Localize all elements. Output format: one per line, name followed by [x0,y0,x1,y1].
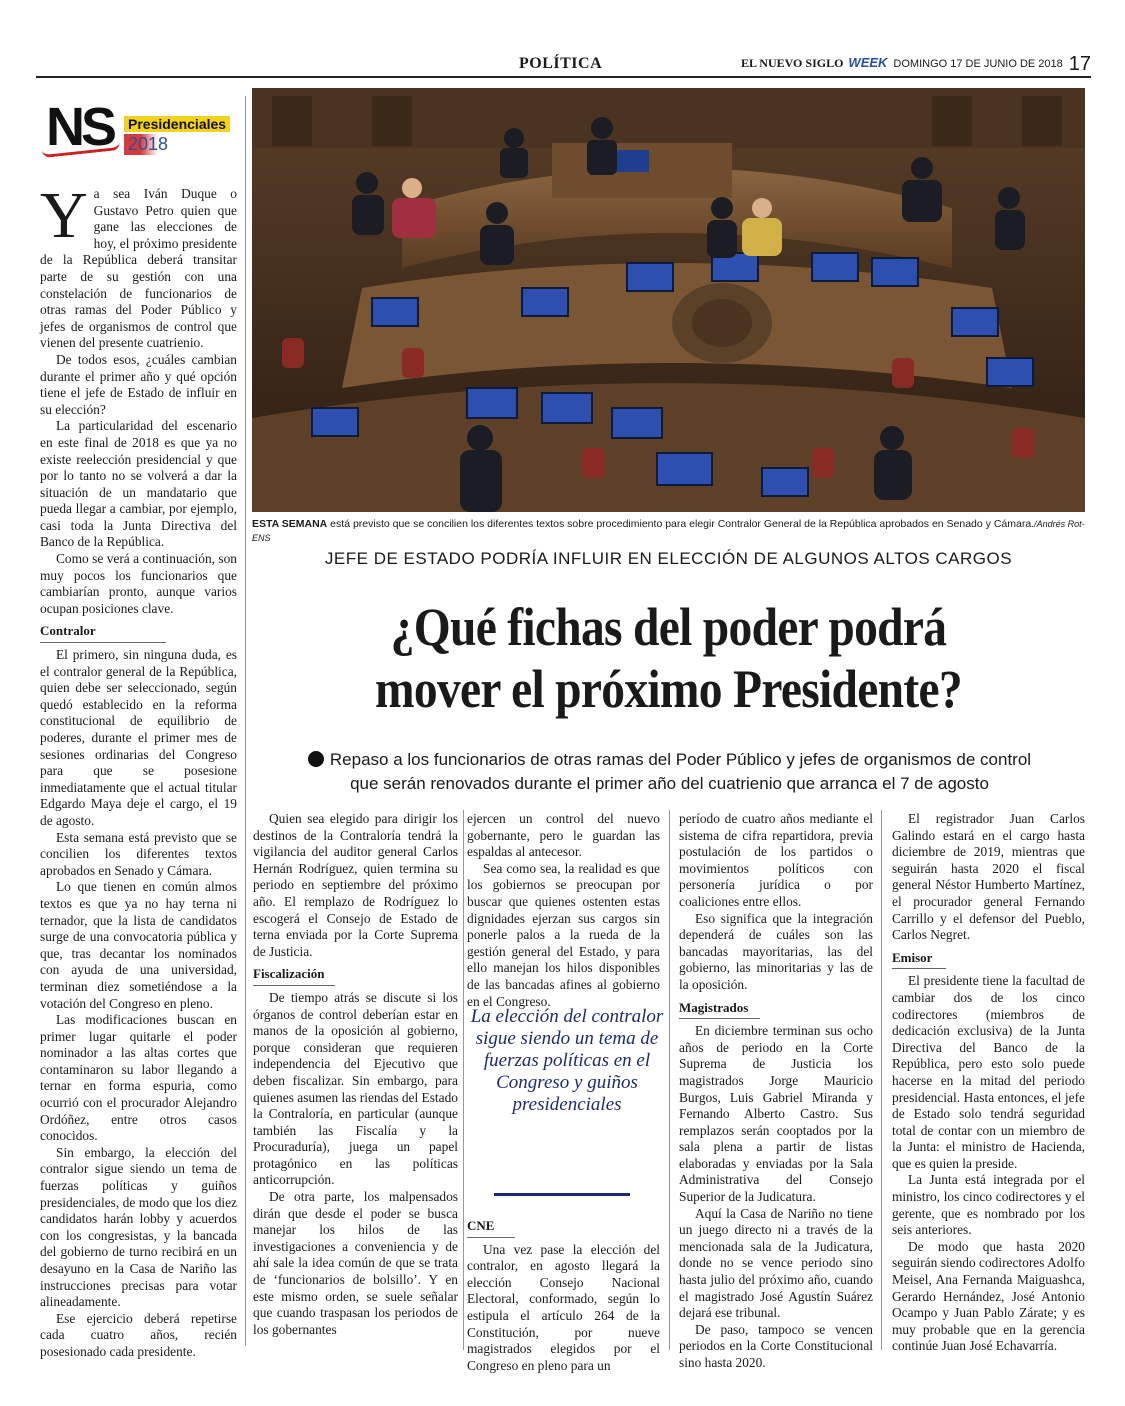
kicker: JEFE DE ESTADO PODRÍA INFLUIR EN ELECCIÓN DE ALGUNOS ALTOS CARGOS [324,549,1013,568]
photo-caption [252,517,1085,545]
deck-line-1: Repaso a los funcionarios de otras ramas del Poder Público y jefes de organismos de control [262,748,1077,772]
paragraph: De todos esos, ¿cuáles cambian durante el primer año y qué opción tiene el jefe de Estado de influir en su elección? [40,351,237,417]
publication-info [741,50,1091,73]
headline [302,596,1035,720]
column-rule [669,810,670,1350]
article-column-1 [40,179,237,1361]
photo-credit: /Andrés Rot-ENS [252,519,1085,543]
article-column-4 [679,811,873,1372]
paragraph: La Junta está integrada por el ministro, los cinco codirectores y el gerente, que es nombrado por los seis anteriores. [892,1172,1085,1238]
paragraph: Sea como sea, la realidad es que los gobiernos se preocupan por buscar que quienes ostenten estas dignidades ejerzan sus cargos sin ponerle palos a la rueda de la gestión general del Estado, y para ello manejan los hilos disponibles de las bancadas afines al gobierno en el Congreso. [467,860,660,1009]
subhead-fiscalizacion: Fiscalización [253,966,335,986]
paragraph: De paso, tampoco se vencen periodos en la Corte Constitucional sino hasta 2020. [679,1321,873,1370]
ns-presidenciales-logo [40,96,240,168]
column-rule [881,810,882,1350]
article-column-3-cne [467,1212,660,1374]
paragraph: El presidente tiene la facultad de cambiar dos de los cinco codirectores (miembros de dedicación exclusiva) de la Junta Directiva del Banco de la República, pero esto solo puede hacerse en la mitad del periodo presidencial. Hasta entonces, el jefe de Estado solo tendrá seguridad total de contar con un miembro de la Junta: el ministro de Hacienda, que es quien la preside. [892,973,1085,1171]
column-rule [463,810,464,1350]
paragraph: Sin embargo, la elección del contralor sigue siendo un tema de fuerzas políticas y guiños presidenciales, de modo que los diez candidatos harán lobby y acuerdos con los congresistas, y la bancada del gobierno de turno recibirá en un desayuno en la Casa de Nariño las instrucciones precisas para votar alineadamente. [40,1144,237,1310]
paragraph: ejercen un control del nuevo gobernante, pero le guardan las espaldas al antecesor. [467,811,660,860]
page-number: 17 [1068,53,1091,75]
article-column-2 [253,811,458,1338]
bullet-icon [308,751,324,767]
plenary-chamber-illustration [252,88,1085,512]
section-title: POLÍTICA [519,55,603,72]
paragraph: Las modificaciones buscan en primer lugar quitarle el poder nominador a las altas cortes que contaminaron su labor llegando a ternar en forma espuria, como ocurrió con el procurador Alejandro Ordóñez, entre otros casos conocidos. [40,1012,237,1144]
caption-lead: ESTA SEMANA [252,518,328,530]
logo-ns: NS [46,97,114,157]
paragraph: Como se verá a continuación, son muy pocos los funcionarios que cambiarían pronto, aunque varios ocupan posiciones clave. [40,551,237,616]
paragraph: Ese ejercicio deberá repetirse cada cuatro años, recién posesionado cada presidente. [40,1310,237,1359]
paragraph: De modo que hasta 2020 seguirán siendo codirectores Adolfo Meisel, Ana Fernanda Maiguashca, Gerardo Hernández, José Antonio Ocampo y Juan Pablo Zárate; y es muy probable que en la gerencia continúe Juan José Echavarría. [892,1238,1085,1354]
paragraph: El primero, sin ninguna duda, es el contralor general de la República, quien debe ser seleccionado, según quedó establecido en la reforma constitucional de equilibrio de poderes, durante el primer mes de sesiones ordinarias del Congreso para que se posesione inmediatamente que el actual titular Edgardo Maya deje el cargo, el 19 de agosto. [40,647,237,828]
article-column-5 [892,811,1085,1355]
headline-line-2: mover el próximo Presidente? [375,659,962,719]
deck [262,748,1077,796]
issue-date: DOMINGO 17 DE JUNIO DE 2018 [893,58,1063,70]
paragraph: Ya sea Iván Duque o Gustavo Petro quien que gane las elecciones de hoy, el próximo presidente de la República deberá transitar parte de su gestión con una constelación de funcionarios de otras ramas del Poder Público y jefes de organismos de control que vienen del presente cuatrienio. [40,179,237,351]
paragraph: En diciembre terminan sus ocho años de periodo en la Corte Suprema de Justicia los magistrados Jorge Mauricio Burgos, Luis Gabriel Miranda y Fernando Alberto Castro. Sus remplazos serán cooptados por la sala plena a partir de listas elaboradas y enviadas por la Sala Administrativa del Consejo Superior de la Judicatura. [679,1023,873,1205]
pull-quote-rule [494,1193,630,1196]
subhead-contralor: Contralor [40,623,166,643]
caption-text: está previsto que se concilien los diferentes textos sobre procedimiento para elegir Contralor General de la República aprobados en Senado y Cámara. [327,518,1035,530]
page-header [36,52,1091,78]
paragraph: Lo que tienen en común almos textos es que ya no hay terna ni ternador, que la lista de candidatos surge de una convocatoria pública y que, tras decantar los nominados con ayuda de una universidad, terminan diez sometiéndose a la votación del Congreso en pleno. [40,879,237,1011]
paragraph: Esta semana está previsto que se concilien los diferentes textos aprobados en Senado y Cámara. [40,829,237,878]
edition-name: WEEK [848,55,888,70]
paragraph: Quien sea elegido para dirigir los destinos de la Contraloría tendrá la vigilancia del auditor general Carlos Hernán Rodríguez, quien termina su periodo en septiembre del próximo año. El remplazo de Rodríguez lo escogerá el Consejo de Estado de terna enviada por la Corte Suprema de Justicia. [253,811,458,959]
logo-year: 2018 [124,134,172,155]
paragraph: Una vez pase la elección del contralor, en agosto llegará la elección Consejo Nacional Electoral, conformado, según lo estipula el artículo 264 de la Constitución, por nueve magistrados elegidos por el Congreso en pleno para un [467,1241,660,1373]
pull-quote: La elección del contralor sigue siendo un tema de fuerzas políticas en el Congreso y guiños presidenciales [470,1006,664,1115]
paragraph: Aquí la Casa de Nariño no tiene un juego directo ni a través de la mencionada sala de la Judicatura, donde no se vence periodo sino hasta julio del próximo año, cuando el magistrado José Agustín Suárez dejará ese tribunal. [679,1205,873,1321]
congress-photo [252,88,1085,512]
deck-line-2: que serán renovados durante el primer año del cuatrienio que arranca el 7 de agosto [350,774,989,793]
subhead-cne: CNE [467,1218,515,1238]
logo-presidenciales: Presidenciales [124,116,230,132]
headline-line-1: ¿Qué fichas del poder podrá [390,597,947,657]
paragraph: De otra parte, los malpensados dirán que desde el poder se busca manejar los hilos de las investigaciones a conveniencia y de ahí sale la idea común de que se trata de ‘funcionarios de bolsillo’. Y en este mismo orden, se suele señalar que cuando traspasan los periodos de los gobernantes [253,1189,458,1337]
subhead-emisor: Emisor [892,950,946,970]
subhead-magistrados: Magistrados [679,1000,760,1020]
paper-name: EL NUEVO SIGLO [740,56,844,70]
drop-cap: Y [40,179,88,252]
paragraph: De tiempo atrás se discute si los órganos de control deberían estar en manos de la oposición al gobierno, porque consideran que requieren independencia del Ejecutivo que deben fiscalizar. Sin embargo, para quienes asumen las riendas del Estado la Contraloría, en particular (aunque también las Fiscalía y la Procuraduría), juega un papel protagónico en las políticas anticorrupción. [253,989,458,1188]
paragraph: período de cuatro años mediante el sistema de cifra repartidora, previa postulación de los partidos o movimientos políticos con personería jurídica o por coaliciones entre ellos. [679,811,873,909]
column-rule [245,96,246,1346]
article-column-3 [467,811,660,1010]
paragraph: Eso significa que la integración dependerá de cuáles son las bancadas mayoritarias, las del gobierno, las minoritarias y las de la oposición. [679,910,873,992]
paragraph: La particularidad del escenario en este final de 2018 es que ya no existe reelección presidencial y que por lo tanto no se volverá a dar la situación de un mandatario que pueda llegar a cambiar, por ejemplo, casi toda la Junta Directiva del Banco de la República. [40,418,237,550]
paragraph: El registrador Juan Carlos Galindo estará en el cargo hasta diciembre de 2019, mientras que seguirán hasta 2020 el fiscal general Néstor Humberto Martínez, el procurador general Fernando Carrillo y el defensor del Pueblo, Carlos Negret. [892,811,1085,943]
